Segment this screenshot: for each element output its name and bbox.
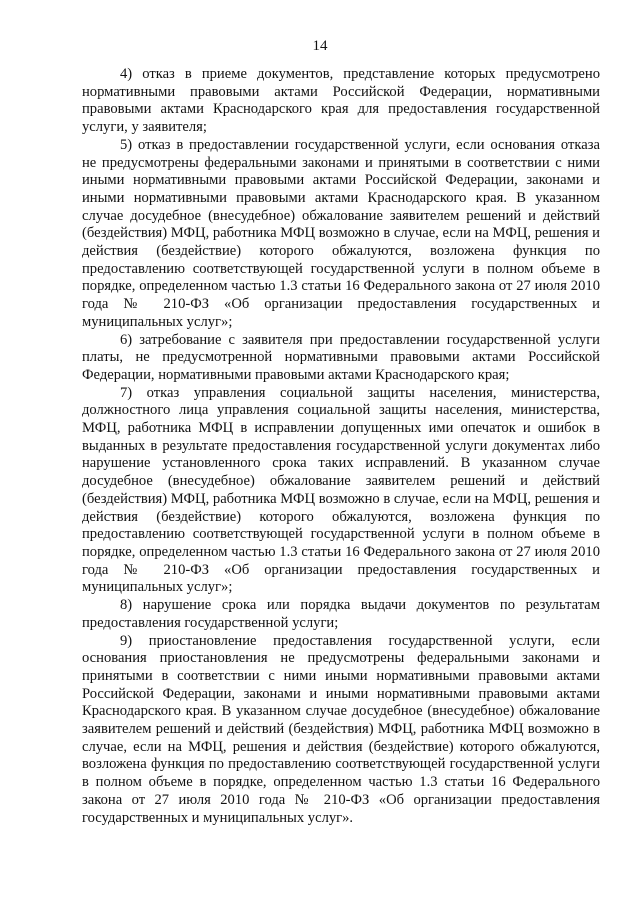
paragraph-item-4: 4) отказ в приеме документов, представление которых предусмотрено нормативными правовыми актами Российской Федерации, нормативными правовыми актами Краснодарского края для предоставления государственной услуги, у заявителя;	[82, 66, 600, 136]
paragraph-item-5: 5) отказ в предоставлении государственной услуги, если основания отказа не предусмотрены федеральными законами и принятыми в соответствии с ними иными нормативными правовыми актами Российской Федерации, законами и иными нормативными правовыми актами Краснодарского края. В указанном случае досудебное (внесудебное) обжалование заявителем решений и действий (бездействия) МФЦ, работника МФЦ возможно в случае, если на МФЦ, решения и действия (бездействие) которого обжалуются, возложена функция по предоставлению соответствующей государственной услуги в полном объеме в порядке, определенном частью 1.3 статьи 16 Федерального закона от 27 июля 2010 года № 210-ФЗ «Об организации предоставления государственных и муниципальных услуг»;	[82, 136, 600, 330]
paragraph-item-6: 6) затребование с заявителя при предоставлении государственной услуги платы, не предусмотренной нормативными правовыми актами Российской Федерации, нормативными правовыми актами Краснодарского края;	[82, 331, 600, 383]
paragraph-item-8: 8) нарушение срока или порядка выдачи документов по результатам предоставления государственной услуги;	[82, 597, 600, 631]
document-body	[82, 66, 600, 827]
paragraph-item-7: 7) отказ управления социальной защиты населения, министерства, должностного лица управления социальной защиты населения, министерства, МФЦ, работника МФЦ в исправлении допущенных ими опечаток и ошибок в выданных в результате предоставления государственной услуги документах либо нарушение установленного срока таких исправлений. В указанном случае досудебное (внесудебное) обжалование заявителем решений и действий (бездействия) МФЦ, работника МФЦ возможно в случае, если на МФЦ, решения и действия (бездействие) которого обжалуются, возложена функция по предоставлению соответствующей государственной услуги в полном объеме в порядке, определенном частью 1.3 статьи 16 Федерального закона от 27 июля 2010 года № 210-ФЗ «Об организации предоставления государственных и муниципальных услуг»;	[82, 384, 600, 596]
paragraph-item-9: 9) приостановление предоставления государственной услуги, если основания приостановления не предусмотрены федеральными законами и принятыми в соответствии с ними иными нормативными правовыми актами Российской Федерации, законами и иными нормативными правовыми актами Краснодарского края. В указанном случае досудебное (внесудебное) обжалование заявителем решений и действий (бездействия) МФЦ, работника МФЦ возможно в случае, если на МФЦ, решения и действия (бездействие) которого обжалуются, возложена функция по предоставлению соответствующей государственной услуги в полном объеме в порядке, определенном частью 1.3 статьи 16 Федерального закона от 27 июля 2010 года № 210-ФЗ «Об организации предоставления государственных и муниципальных услуг».	[82, 632, 600, 826]
page-number: 14	[312, 38, 328, 54]
